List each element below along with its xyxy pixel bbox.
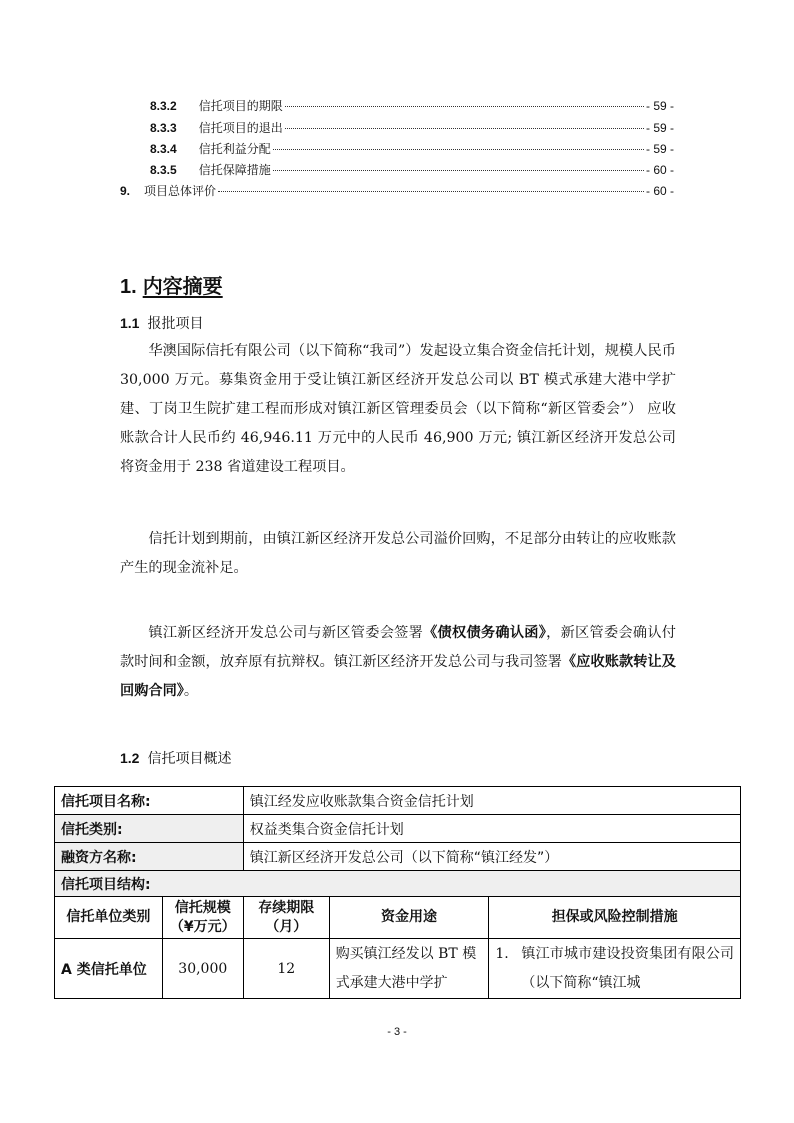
section-title: 内容摘要: [142, 274, 223, 298]
page-number: - 3 -: [387, 1026, 407, 1038]
toc-page: - 59 -: [645, 121, 674, 135]
toc-page: - 59 -: [645, 99, 674, 113]
subsection-title: 信托项目概述: [147, 751, 232, 767]
table-header-row: [55, 897, 741, 939]
list-text: 镇江市城市建设投资集团有限公司（以下简称“镇江城: [521, 945, 734, 991]
subsection-number: 1.2: [120, 750, 140, 766]
subsection-heading: [120, 313, 203, 333]
toc-number: 8.3.4: [150, 142, 177, 156]
table-cell: [489, 939, 741, 999]
text-run: ，新区管委会确认付款时间和金额，放弃原有抗辩权。镇江新区经济开发总公司与我司签署: [120, 625, 676, 670]
table-cell: A 类信托单位: [55, 939, 163, 999]
toc-number: 8.3.3: [150, 121, 177, 135]
toc-title: 信托项目的期限: [198, 99, 283, 113]
toc-number: 8.3.2: [150, 99, 177, 113]
column-header: 存续期限（月）: [243, 897, 329, 939]
paragraph: [120, 619, 676, 706]
toc-entry[interactable]: [150, 140, 674, 160]
toc-title: 项目总体评价: [144, 184, 217, 198]
table-cell: 30,000: [162, 939, 243, 999]
column-header: 资金用途: [329, 897, 489, 939]
document-reference: 《债权债务确认函》: [423, 625, 547, 641]
table-row: [55, 787, 741, 815]
document-reference: 《应收账款转让及回购合同》: [120, 654, 676, 699]
table-row: [55, 843, 741, 871]
table-row: [55, 939, 741, 999]
toc-number: 8.3.5: [150, 163, 177, 177]
subsection-heading: [120, 748, 231, 768]
table-value: 镇江经发应收账款集合资金信托计划: [243, 787, 740, 815]
table-row: [55, 815, 741, 843]
text-run: 。: [183, 683, 199, 699]
toc-leader: [273, 149, 644, 150]
toc-title: 信托保障措施: [198, 163, 271, 177]
paragraph: 华澳国际信托有限公司（以下简称“我司”）发起设立集合资金信托计划，规模人民币 30,000 万元。募集资金用于受让镇江新区经济开发总公司以 BT 模式承建大港中学扩建、丁岗卫生院扩建工程而形成对镇江新区管理委员会（以下简称“新区管委会”） 应收账款合计人民币约 46,946.11 万元中的人民币 46,900 万元; 镇江新区经济开发总公司将资金用于 238 省道建设工程项目。: [120, 343, 676, 475]
table-label: 信托项目结构:: [55, 871, 741, 897]
table-label: 信托类别:: [55, 815, 244, 843]
toc-entry[interactable]: [150, 161, 674, 181]
list-number: 1.: [495, 945, 509, 962]
table-cell: 购买镇江经发以 BT 模式承建大港中学扩: [329, 939, 489, 999]
paragraph: 信托计划到期前，由镇江新区经济开发总公司溢价回购，不足部分由转让的应收账款产生的现金流补足。: [120, 531, 676, 576]
toc-leader: [285, 128, 644, 129]
toc-title: 信托项目的退出: [198, 121, 283, 135]
toc-entry[interactable]: [150, 97, 674, 117]
toc-page: - 60 -: [645, 163, 674, 177]
subsection-number: 1.1: [120, 315, 140, 331]
toc-title: 信托利益分配: [198, 142, 271, 156]
toc-number: 9.: [120, 184, 131, 198]
table-value: 镇江新区经济开发总公司（以下简称“镇江经发”）: [243, 843, 740, 871]
table-value: 权益类集合资金信托计划: [243, 815, 740, 843]
toc-leader: [218, 191, 644, 192]
table-label: 融资方名称:: [55, 843, 244, 871]
text-run: 镇江新区经济开发总公司与新区管委会签署: [148, 625, 424, 641]
table-row: [55, 871, 741, 897]
column-header: 担保或风险控制措施: [489, 897, 741, 939]
toc-leader: [285, 106, 644, 107]
table-cell: 12: [243, 939, 329, 999]
table-label: 信托项目名称:: [55, 787, 244, 815]
section-heading: [120, 270, 223, 299]
subsection-title: 报批项目: [147, 316, 204, 332]
column-header: 信托规模（¥万元）: [162, 897, 243, 939]
toc-page: - 60 -: [645, 184, 674, 198]
toc-entry[interactable]: [150, 119, 674, 139]
toc-leader: [273, 170, 644, 171]
column-header: 信托单位类别: [55, 897, 163, 939]
toc-page: - 59 -: [645, 142, 674, 156]
toc-entry[interactable]: [120, 182, 674, 202]
trust-overview-table: [54, 786, 741, 999]
section-number: 1.: [120, 276, 137, 298]
